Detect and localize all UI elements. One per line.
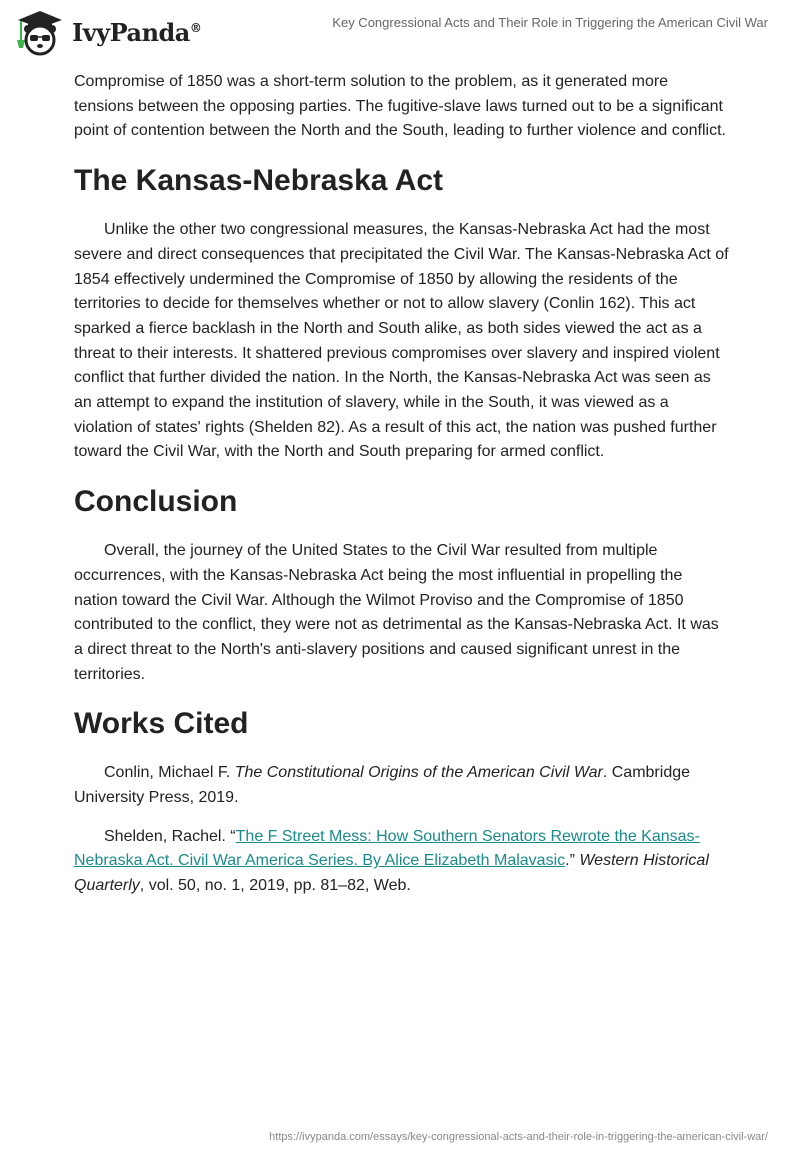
section-paragraph-kansas-nebraska: Unlike the other two congressional measures, the Kansas-Nebraska Act had the most severe and direct consequences that precipitated the Civil War. The Kansas-Nebraska Act of 1854 effectively undermined the Compromise of 1850 by allowing the residents of the territories to decide for themselves whether or not to allow slavery (Conlin 162). This act sparked a fierce backlash in the North and South alike, as both sides viewed the act as a threat to their interests. It shattered previous compromises over slavery and inspired violent conflict that further divided the nation. In the North, the Kansas-Nebraska Act was seen as an attempt to expand the institution of slavery, while in the South, it was viewed as a violation of states' rights (Shelden 82). As a result of this act, the nation was pushed further toward the Civil War, with the North and South preparing for armed conflict.	[74, 221, 729, 461]
citation-shelden	[74, 825, 730, 899]
section-heading-conclusion: Conclusion	[74, 485, 238, 519]
intro-paragraph: Compromise of 1850 was a short-term solution to the problem, as it generated more tensions between the opposing parties. The fugitive-slave laws turned out to be a significant point of contention between the North and the South, leading to further violence and conflict.	[74, 73, 726, 140]
document-title: Key Congressional Acts and Their Role in Triggering the American Civil War	[332, 15, 768, 30]
works-cited-heading: Works Cited	[74, 707, 249, 741]
registered-mark: ®	[189, 20, 202, 35]
citation-punct: .”	[565, 852, 580, 870]
section-paragraph-conclusion: Overall, the journey of the United States to the Civil War resulted from multiple occurrences, with the Kansas-Nebraska Act being the most influential in propelling the nation toward the Civil War. Although the Wilmot Proviso and the Compromise of 1850 contributed to the conflict, they were not as detrimental as the Kansas-Nebraska Act. It was a direct threat to the North's anti-slavery positions and caused significant unrest in the territories.	[74, 542, 719, 683]
footer-url: https://ivypanda.com/essays/key-congressional-acts-and-their-role-in-triggering-the-american-civil-war/	[269, 1131, 768, 1143]
citation-journal: Western Historical Quarterly	[74, 852, 709, 895]
citation-link[interactable]: The F Street Mess: How Southern Senators Rewrote the Kansas-Nebraska Act. Civil War America Series. By Alice Elizabeth Malavasic	[74, 827, 700, 870]
citation-rest: . Cambridge University Press, 2019.	[74, 764, 691, 807]
section-heading-kansas-nebraska: The Kansas-Nebraska Act	[74, 164, 444, 198]
citation-rest: , vol. 50, no. 1, 2019, pp. 81–82, Web.	[139, 877, 411, 895]
ivypanda-logo[interactable]	[14, 8, 201, 56]
citation-conlin	[74, 761, 730, 810]
citation-author: Conlin, Michael F.	[104, 764, 235, 782]
essay-content	[74, 70, 730, 913]
logo-text: IvyPanda	[72, 17, 190, 47]
citation-author: Shelden, Rachel. “	[104, 827, 236, 845]
page-header	[0, 0, 800, 60]
panda-graduate-icon	[14, 8, 66, 56]
citation-title: The Constitutional Origins of the American Civil War	[234, 764, 603, 782]
